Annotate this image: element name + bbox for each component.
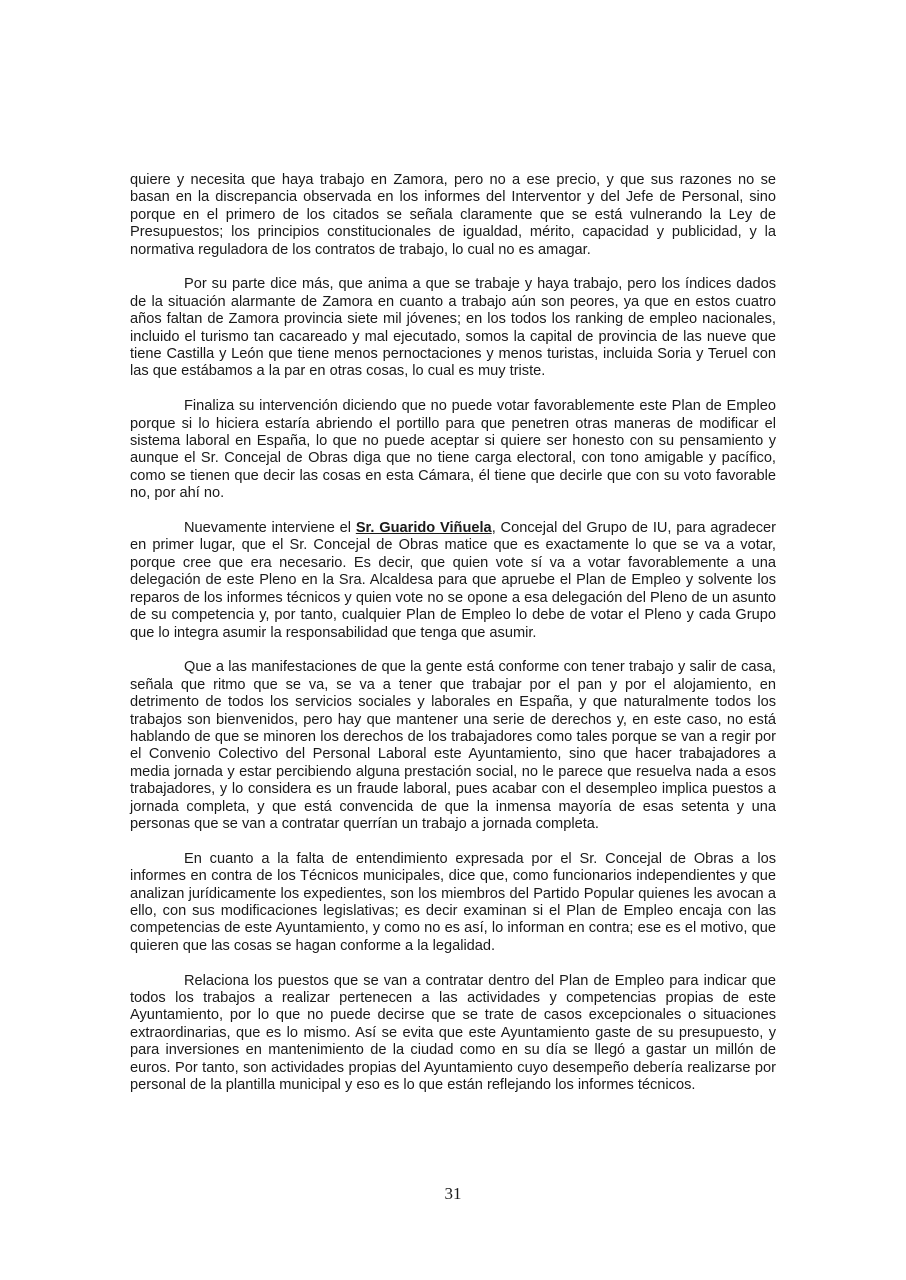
paragraph: Relaciona los puestos que se van a contratar dentro del Plan de Empleo para indicar que todos los trabajos a realizar pertenecen a las actividades y competencias propias de este Ayuntamiento, por lo que no puede decirse que se trate de casos excepcionales o situaciones extraordinarias, que es lo mismo. Así se evita que este Ayuntamiento gaste de su presupuesto, y para inversiones en mantenimiento de la ciudad como en su día se llegó a gastar un millón de euros. Por tanto, son actividades propias del Ayuntamiento cuyo desempeño debería realizarse por personal de la plantilla municipal y eso es lo que están reflejando los informes técnicos. — [130, 972, 776, 1094]
paragraph-speaker-intervention — [130, 520, 776, 642]
paragraph: Que a las manifestaciones de que la gente está conforme con tener trabajo y salir de casa, señala que ritmo que se va, se va a tener que trabajar por el pan y por el alojamiento, en detrimento de todos los servicios sociales y laborales en España, y que naturalmente todos los trabajos son bienvenidos, pero hay que mantener una serie de derechos y, en este caso, no está hablando de que se minoren los derechos de los trabajadores como tales porque se van a regir por el Convenio Colectivo del Personal Laboral este Ayuntamiento, sino que hacer trabajadores a media jornada y estar percibiendo alguna prestación social, no le parece que resuelva nada a esos trabajadores, y lo considera es un fraude laboral, pues acabar con el desempleo implica puestos a jornada completa, y que está convencida de que la inmensa mayoría de esas setenta y una personas que se van a contratar querrían un trabajo a jornada completa. — [130, 659, 776, 832]
speaker-name: Sr. Guarido Viñuela — [355, 520, 492, 537]
paragraph: En cuanto a la falta de entendimiento expresada por el Sr. Concejal de Obras a los informes en contra de los Técnicos municipales, dice que, como funcionarios independientes y que analizan jurídicamente los expedientes, son los miembros del Partido Popular quienes les avocan a ello, con sus modificaciones legislativas; es decir examinan si el Plan de Empleo encaja con las competencias de este Ayuntamiento, y como no es así, lo informan en contra; ese es el motivo, que quieren que las cosas se hagan conforme a la legalidad. — [130, 850, 776, 954]
paragraph: Finaliza su intervención diciendo que no puede votar favorablemente este Plan de Empleo porque si lo hiciera estaría abriendo el portillo para que penetren otras maneras de modificar el sistema laboral en España, lo que no puede aceptar si quiere ser honesto con su pensamiento y aunque el Sr. Concejal de Obras diga que no tiene carga electoral, con tono amigable y pacífico, como se tienen que decir las cosas en esta Cámara, él tiene que decirle que con su voto favorable no, por ahí no. — [130, 398, 776, 502]
paragraph-lead-text: Nuevamente interviene el — [184, 520, 356, 537]
paragraph-rest-text: , Concejal del Grupo de IU, para agradecer en primer lugar, que el Sr. Concejal de Obras matice que es exactamente lo que se va a votar, porque cree que era necesario. Es decir, que quien vote sí va a votar favorablemente a una delegación de este Pleno en la Sra. Alcaldesa para que apruebe el Plan de Empleo y solvente los reparos de los informes técnicos y quien vote no se opone a esa delegación del Pleno de un asunto de su competencia y, por tanto, cualquier Plan de Empleo lo debe de votar el Pleno y cada Grupo que lo integra asumir la responsabilidad que tenga que asumir. — [130, 520, 777, 641]
paragraph: Por su parte dice más, que anima a que se trabaje y haya trabajo, pero los índices dados de la situación alarmante de Zamora en cuanto a trabajo aún son peores, ya que en estos cuatro años faltan de Zamora provincia siete mil jóvenes; en los todos los ranking de empleo nacionales, incluido el turismo tan cacareado y mal ejecutado, somos la capital de provincia de las nueve que tiene Castilla y León que tiene menos pernoctaciones y menos turistas, incluida Soria y Teruel con las que estábamos a la par en otras cosas, lo cual es muy triste. — [130, 276, 776, 380]
page-number: 31 — [444, 1184, 462, 1203]
paragraph-continuation: quiere y necesita que haya trabajo en Zamora, pero no a ese precio, y que sus razones no se basan en la discrepancia observada en los informes del Interventor y del Jefe de Personal, sino porque en el primero de los citados se señala claramente que se está vulnerando la Ley de Presupuestos; los principios constitucionales de igualdad, mérito, capacidad y publicidad, y la normativa reguladora de los contratos de trabajo, lo cual no es amagar. — [130, 172, 776, 258]
body-text — [130, 172, 776, 1112]
